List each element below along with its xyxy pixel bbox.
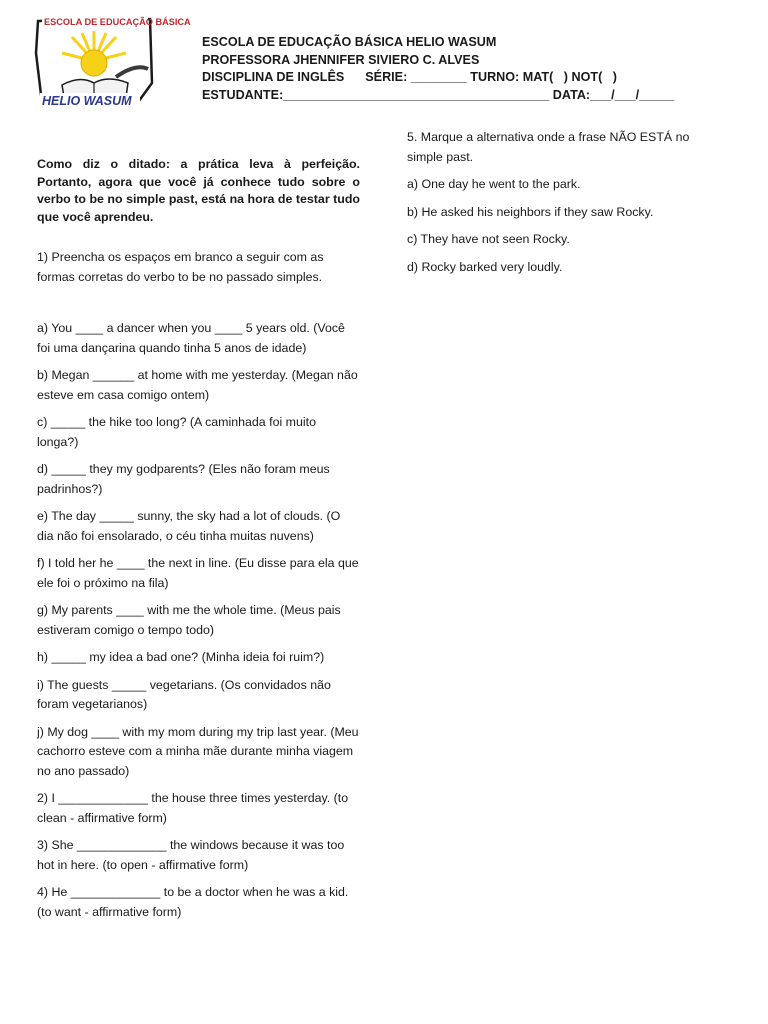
logo-banner-text: ESCOLA DE EDUCAÇÃO BÁSICA (44, 17, 191, 27)
question-3: 3) She _____________ the windows because it was too hot in here. (to open - affirmative form) (37, 838, 345, 872)
intro-text: Como diz o ditado: a prática leva à perfeição. Portanto, agora que você já conhece tudo sobre o verbo to be no simple past, está na hora de testar tudo que você aprendeu. (37, 157, 360, 224)
question-4: 4) He _____________ to be a doctor when he was a kid. (to want - affirmative form) (37, 885, 349, 919)
document-header (202, 34, 722, 104)
teacher-name: PROFESSORA JHENNIFER SIVIERO C. ALVES (202, 52, 480, 67)
question-1c: c) _____ the hike too long? (A caminhada foi muito longa?) (37, 415, 316, 449)
subject-line: DISCIPLINA DE INGLÊS SÉRIE: ________ TURNO: MAT( ) NOT( ) (202, 70, 617, 84)
question-1i: i) The guests _____ vegetarians. (Os convidados não foram vegetarianos) (37, 677, 331, 711)
question-1a: a) You ____ a dancer when you ____ 5 years old. (Você foi uma dançarina quando tinha 5 anos de idade) (37, 321, 345, 355)
question-1-prompt: 1) Preencha os espaços em branco a seguir com as formas corretas do verbo to be no passado simples. (37, 250, 324, 284)
question-5-option-c: c) They have not seen Rocky. (407, 232, 570, 246)
question-5-option-a: a) One day he went to the park. (407, 177, 581, 191)
school-logo (32, 13, 191, 109)
question-1e: e) The day _____ sunny, the sky had a lot of clouds. (O dia não foi ensolarado, o céu tinha muitas nuvens) (37, 509, 341, 543)
question-1j: j) My dog ____ with my mom during my trip last year. (Meu cachorro esteve com a minha mãe durante minha viagem no ano passado) (37, 724, 359, 778)
school-name: ESCOLA DE EDUCAÇÃO BÁSICA HELIO WASUM (202, 35, 497, 49)
question-1f: f) I told her he ____ the next in line. (Eu disse para ela que ele foi o próximo na fila) (37, 556, 359, 590)
question-5-option-b: b) He asked his neighbors if they saw Rocky. (407, 204, 654, 219)
question-1b: b) Megan ______ at home with me yesterday. (Megan não esteve em casa comigo ontem) (37, 368, 358, 402)
question-1g: g) My parents ____ with me the whole time. (Meus pais estiveram comigo o tempo todo) (37, 603, 341, 637)
school-logo-graphic (32, 13, 191, 109)
question-2: 2) I _____________ the house three times yesterday. (to clean - affirmative form) (37, 791, 349, 825)
right-column (407, 128, 707, 277)
question-5-prompt: 5. Marque a alternativa onde a frase NÃO ESTÁ no simple past. (407, 130, 690, 164)
question-1h: h) _____ my idea a bad one? (Minha ideia foi ruim?) (37, 650, 325, 664)
left-column (37, 156, 360, 922)
logo-name-text: HELIO WASUM (42, 94, 132, 108)
student-line: ESTUDANTE:______________________________________ DATA:___/___/_____ (202, 87, 675, 102)
question-1d: d) _____ they my godparents? (Eles não foram meus padrinhos?) (37, 462, 330, 496)
question-5-option-d: d) Rocky barked very loudly. (407, 259, 563, 274)
